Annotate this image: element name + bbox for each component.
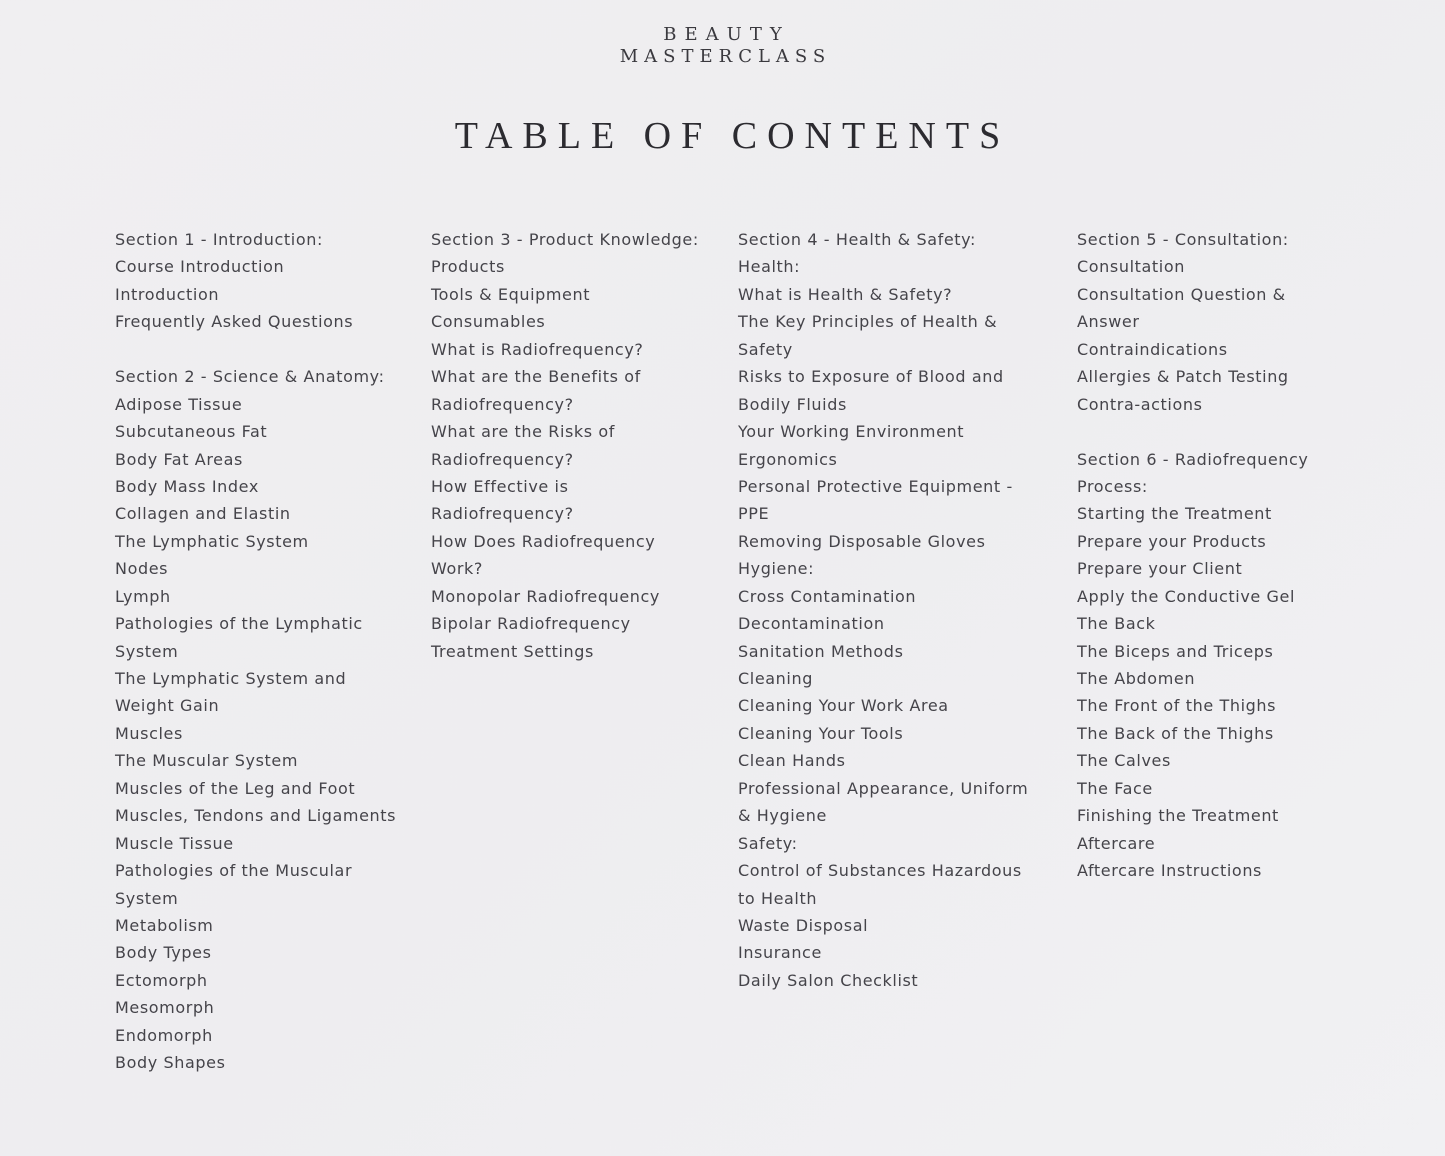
toc-entry: PPE — [738, 504, 770, 524]
toc-entry: Body Shapes — [115, 1053, 226, 1073]
brand-logo — [0, 24, 1445, 68]
toc-entry: The Key Principles of Health & — [738, 312, 998, 332]
toc-entry: Safety: — [738, 833, 798, 853]
toc-entry: Endomorph — [115, 1025, 213, 1045]
toc-entry: The Back of the Thighs — [1077, 723, 1274, 743]
brand-line-2: MASTERCLASS — [619, 46, 832, 67]
section-gap — [1077, 418, 1308, 445]
toc-entry: Pathologies of the Lymphatic — [115, 614, 363, 634]
page-title: TABLE OF CONTENTS — [454, 115, 1011, 157]
toc-entry: System — [115, 641, 179, 661]
toc-entry: Bipolar Radiofrequency — [431, 614, 631, 634]
toc-entry: Daily Salon Checklist — [738, 970, 919, 990]
toc-section-heading: Section 4 - Health & Safety: — [738, 230, 977, 249]
toc-entry: Sanitation Methods — [738, 641, 904, 661]
toc-entry: The Abdomen — [1077, 669, 1196, 688]
toc-entry: Ergonomics — [738, 449, 838, 469]
toc-entry: Muscles, Tendons and Ligaments — [115, 806, 397, 826]
toc-entry: Cleaning Your Work Area — [738, 696, 949, 716]
toc-entry: Radiofrequency? — [431, 394, 574, 414]
toc-entry: Insurance — [738, 943, 822, 963]
toc-entry: Risks to Exposure of Blood and — [738, 367, 1004, 387]
toc-entry: Treatment Settings — [431, 641, 594, 661]
toc-entry: What are the Benefits of — [431, 367, 641, 387]
toc-entry: How Does Radiofrequency — [431, 531, 656, 551]
toc-entry: Waste Disposal — [738, 915, 869, 935]
toc-entry: Hygiene: — [738, 559, 815, 579]
toc-entry: The Biceps and Triceps — [1077, 641, 1274, 661]
toc-section-heading: Section 3 - Product Knowledge: — [431, 230, 699, 249]
toc-entry: Subcutaneous Fat — [115, 422, 268, 442]
toc-entry: Monopolar Radiofrequency — [431, 586, 660, 606]
toc-entry: Finishing the Treatment — [1077, 806, 1279, 826]
toc-entry: Safety — [738, 339, 793, 359]
toc-entry: Radiofrequency? — [431, 504, 574, 524]
toc-entry: Cleaning Your Tools — [738, 723, 904, 743]
toc-entry: Cleaning — [738, 669, 813, 688]
toc-entry: The Calves — [1077, 751, 1171, 771]
toc-entry: Clean Hands — [738, 751, 846, 771]
toc-entry: Apply the Conductive Gel — [1077, 586, 1296, 606]
toc-entry: What is Health & Safety? — [738, 284, 953, 304]
toc-entry: Muscle Tissue — [115, 833, 234, 853]
toc-entry: Consumables — [431, 312, 546, 332]
toc-entry: Pathologies of the Muscular — [115, 861, 353, 881]
toc-entry: Lymph — [115, 586, 171, 606]
toc-entry: Body Types — [115, 943, 212, 963]
toc-entry: Weight Gain — [115, 696, 220, 716]
toc-entry: & Hygiene — [738, 806, 827, 826]
toc-entry: Mesomorph — [115, 998, 215, 1018]
toc-entry: Prepare your Client — [1077, 559, 1243, 579]
toc-entry: The Muscular System — [115, 751, 299, 771]
toc-entry: Course Introduction — [115, 257, 285, 277]
toc-entry: Professional Appearance, Uniform — [738, 778, 1029, 798]
toc-entry: Collagen and Elastin — [115, 504, 291, 524]
section-gap — [115, 336, 396, 363]
toc-entry: Contraindications — [1077, 339, 1228, 359]
toc-entry: What are the Risks of — [431, 422, 616, 442]
toc-section-heading: Section 2 - Science & Anatomy: — [115, 367, 385, 387]
toc-entry: Adipose Tissue — [115, 394, 243, 414]
toc-entry: Contra-actions — [1077, 394, 1203, 414]
toc-entry: Your Working Environment — [738, 422, 965, 442]
toc-entry: The Back — [1077, 614, 1156, 634]
toc-entry: Prepare your Products — [1077, 531, 1267, 551]
toc-section-heading: Section 6 - Radiofrequency — [1077, 449, 1309, 469]
toc-entry: Answer — [1077, 312, 1140, 332]
toc-entry: Personal Protective Equipment - — [738, 476, 1013, 496]
toc-entry: Frequently Asked Questions — [115, 312, 354, 332]
toc-entry: Muscles of the Leg and Foot — [115, 778, 356, 798]
toc-entry: The Face — [1077, 778, 1153, 798]
toc-entry: Ectomorph — [115, 970, 208, 990]
toc-entry: Consultation — [1077, 257, 1185, 277]
toc-entry: Process: — [1077, 476, 1148, 496]
toc-column-3 — [738, 226, 1028, 994]
toc-entry: Muscles — [115, 723, 183, 743]
toc-entry: Tools & Equipment — [431, 284, 591, 304]
toc-entry: Removing Disposable Gloves — [738, 531, 986, 551]
toc-entry: Introduction — [115, 284, 220, 304]
toc-entry: Radiofrequency? — [431, 449, 574, 469]
toc-entry: Nodes — [115, 559, 169, 579]
toc-entry: The Lymphatic System and — [115, 669, 347, 688]
toc-entry: Metabolism — [115, 915, 214, 935]
toc-entry: Control of Substances Hazardous — [738, 861, 1022, 881]
toc-entry: Bodily Fluids — [738, 394, 847, 414]
toc-entry: Starting the Treatment — [1077, 504, 1272, 524]
toc-entry: Cross Contamination — [738, 586, 917, 606]
toc-column-4 — [1077, 226, 1308, 885]
toc-column-1 — [115, 226, 396, 1077]
toc-entry: Work? — [431, 559, 484, 579]
toc-entry: Aftercare Instructions — [1077, 861, 1262, 881]
toc-entry: Products — [431, 257, 505, 277]
toc-entry: Aftercare — [1077, 833, 1156, 853]
toc-entry: to Health — [738, 888, 818, 908]
brand-line-1: BEAUTY — [663, 24, 790, 45]
toc-entry: How Effective is — [431, 476, 569, 496]
toc-entry: Body Fat Areas — [115, 449, 243, 469]
toc-section-heading: Section 1 - Introduction: — [115, 230, 323, 249]
toc-entry: Allergies & Patch Testing — [1077, 367, 1289, 387]
toc-entry: Consultation Question & — [1077, 284, 1286, 304]
toc-entry: System — [115, 888, 179, 908]
toc-entry: Decontamination — [738, 614, 885, 634]
toc-entry: The Front of the Thighs — [1077, 696, 1277, 716]
toc-entry: Health: — [738, 257, 801, 277]
toc-entry: Body Mass Index — [115, 476, 259, 496]
toc-section-heading: Section 5 - Consultation: — [1077, 230, 1289, 249]
toc-column-2 — [431, 226, 699, 665]
toc-entry: The Lymphatic System — [115, 531, 309, 551]
toc-entry: What is Radiofrequency? — [431, 339, 644, 359]
